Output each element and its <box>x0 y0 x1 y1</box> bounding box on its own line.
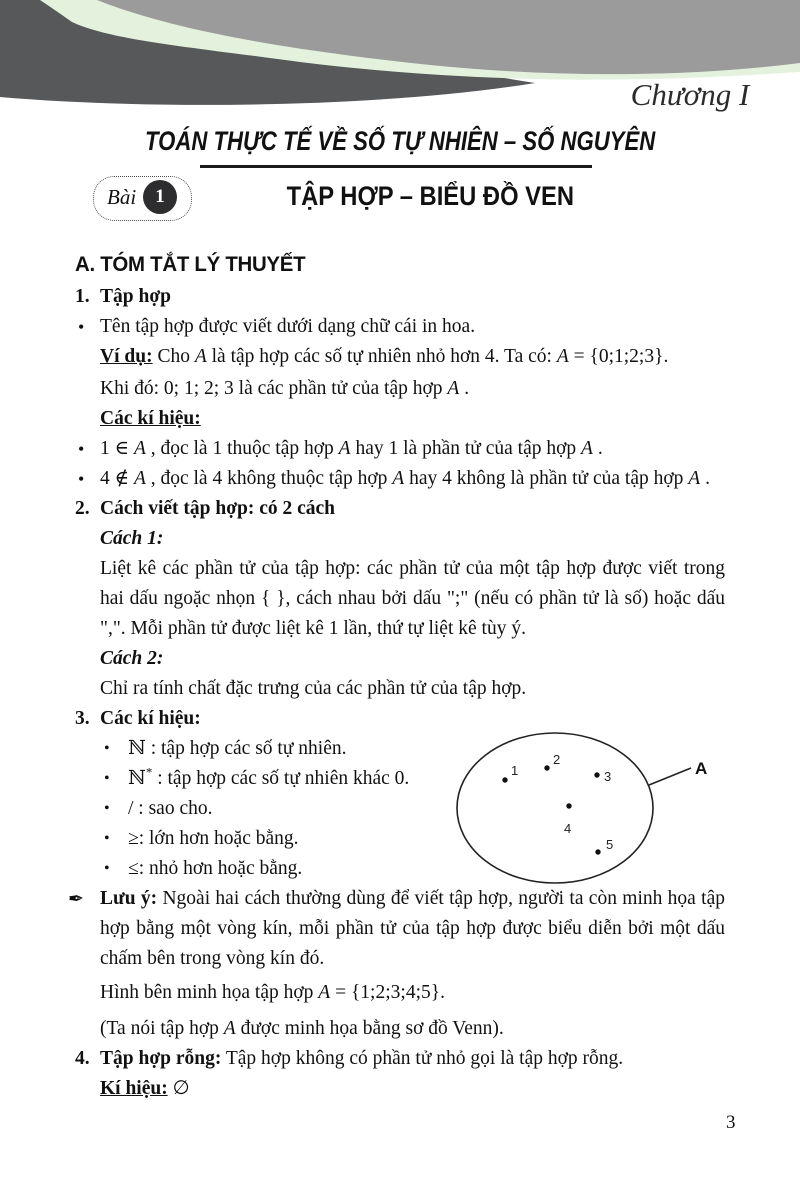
text-segment: Lưu ý: <box>100 888 158 909</box>
text-segment: Tên tập hợp được viết dưới dạng chữ cái in hoa. <box>100 316 476 337</box>
cach-1-text <box>100 554 725 644</box>
text-segment: Hình bên minh họa tập hợp <box>100 982 319 1003</box>
text-segment: ∅ <box>167 1078 190 1099</box>
text-segment: Chỉ ra tính chất đặc trưng của các phần tử của tập hợp. <box>100 678 527 699</box>
venn-dot-3 <box>594 772 599 777</box>
vi-du-line <box>100 342 725 372</box>
text-segment: Tập hợp không có phần tử nhỏ gọi là tập hợp rỗng. <box>221 1048 624 1069</box>
section-a-heading <box>75 248 693 280</box>
text-segment: (Ta nói tập hợp <box>100 1018 224 1039</box>
text-segment: A <box>556 346 569 367</box>
luu-y-para-marker: ✒ <box>68 888 84 910</box>
item-1-heading-marker: 1. <box>75 286 90 307</box>
text-segment: Cho <box>152 346 195 367</box>
venn-diagram <box>450 722 730 892</box>
bullet-ten-tap-hop-marker: • <box>78 317 85 337</box>
bullet-set-n-marker: • <box>104 740 110 757</box>
bullet-ten-tap-hop <box>78 312 725 342</box>
item-2-heading-marker: 2. <box>75 498 90 519</box>
lesson-number-circle: 1 <box>143 180 177 214</box>
text-segment: Cách 1: <box>100 528 164 549</box>
item-4-heading <box>75 1044 725 1074</box>
text-segment: Tập hợp rỗng: <box>100 1048 222 1069</box>
text-segment: là tập hợp các số tự nhiên nhỏ hơn 4. Ta có: <box>206 346 557 367</box>
cac-ki-hieu-label <box>100 404 725 434</box>
text-segment: = {0;1;2;3}. <box>568 346 669 367</box>
venn-point-label-2: 2 <box>553 752 561 767</box>
text-segment: * <box>145 764 153 780</box>
cach-2-text <box>100 674 725 704</box>
bullet-1-thuoc-marker: • <box>78 439 85 459</box>
text-segment: A <box>581 438 593 459</box>
text-segment: . <box>459 378 470 399</box>
text-segment: , đọc là 4 không thuộc tập hợp <box>145 468 393 489</box>
chapter-label: Chương I <box>630 77 750 112</box>
text-segment: A <box>392 468 405 489</box>
text-segment: Liệt kê các phần tử của tập hợp: các phần tử của một tập hợp được viết trong hai dấu ngoặc nhọn { }, cách nhau bởi dấu ";" (nếu có phần tử là số) hoặc dấu ",". Mỗi phần tử được liệt kê 1 lần, thứ tự liệt kê tùy ý. <box>100 558 725 639</box>
text-segment: 4 ∉ <box>100 468 134 489</box>
text-segment: A <box>318 982 331 1003</box>
text-segment: Ví dụ: <box>100 346 153 367</box>
chapter-title-text: TOÁN THỰC TẾ VỀ SỐ TỰ NHIÊN – SỐ NGUYÊN <box>144 126 656 156</box>
bullet-1-thuoc <box>78 434 725 464</box>
item-2-heading <box>75 494 725 524</box>
text-segment: Cách 2: <box>100 648 164 669</box>
text-segment: , đọc là 1 thuộc tập hợp <box>145 438 339 459</box>
text-segment: A <box>133 438 146 459</box>
text-segment: được minh họa bằng sơ đồ Venn). <box>235 1018 504 1039</box>
text-segment: A <box>133 468 146 489</box>
cach-2-label <box>100 644 725 674</box>
luu-y-para <box>68 884 725 974</box>
text-segment: Kí hiệu: <box>100 1078 168 1099</box>
text-segment: / : sao cho. <box>128 798 213 819</box>
item-4-heading-marker: 4. <box>75 1048 90 1069</box>
venn-set-label: A <box>695 759 708 778</box>
chapter-title <box>0 126 800 157</box>
bullet-4-khong-thuoc <box>78 464 725 494</box>
page-number: 3 <box>726 1112 736 1133</box>
text-segment: Ngoài hai cách thường dùng để viết tập hợp, người ta còn minh họa tập hợp bằng một vòng kín, mỗi phần tử của tập hợp được biểu diễn bởi một dấu chấm bên trong vòng kín đó. <box>100 888 725 969</box>
text-segment: Cách viết tập hợp: có 2 cách <box>100 498 336 519</box>
ta-noi-line <box>100 1014 725 1044</box>
text-segment: hay 4 không là phần tử của tập hợp <box>404 468 689 489</box>
text-segment: Khi đó: 0; 1; 2; 3 là các phần tử của tập hợp <box>100 378 448 399</box>
bullet-set-n-star-marker: • <box>104 770 110 787</box>
ki-hieu-rong-line <box>100 1074 725 1104</box>
text-segment: Tập hợp <box>100 286 171 307</box>
text-segment: Các kí hiệu: <box>100 408 201 429</box>
text-segment: : tập hợp các số tự nhiên khác 0. <box>152 768 410 789</box>
venn-point-label-5: 5 <box>606 837 614 852</box>
item-3-heading-marker: 3. <box>75 708 90 729</box>
chapter-title-underline <box>200 165 592 168</box>
venn-point-label-4: 4 <box>564 821 572 836</box>
venn-point-label-3: 3 <box>604 769 612 784</box>
text-segment: A <box>223 1018 236 1039</box>
text-segment: A <box>338 438 351 459</box>
hinh-ben-line <box>100 978 725 1008</box>
text-segment: 1 ∈ <box>100 438 134 459</box>
content-blocks <box>68 248 725 1104</box>
venn-dot-4 <box>566 803 571 808</box>
venn-dot-2 <box>544 765 549 770</box>
venn-point-label-1: 1 <box>511 763 519 778</box>
venn-dot-5 <box>595 849 600 854</box>
text-segment: A <box>688 468 701 489</box>
text-segment: ≥: lớn hơn hoặc bằng. <box>128 828 299 849</box>
cach-1-label <box>100 524 725 554</box>
text-segment: = {1;2;3;4;5}. <box>330 982 445 1003</box>
khi-do-line <box>100 374 725 404</box>
text-segment: ℕ : tập hợp các số tự nhiên. <box>128 738 347 759</box>
bullet-sao-cho-marker: • <box>104 800 110 817</box>
text-segment: A <box>194 346 207 367</box>
item-1-heading <box>75 282 725 312</box>
text-segment: Các kí hiệu: <box>100 708 201 729</box>
venn-dot-1 <box>502 777 507 782</box>
text-segment: A. TÓM TẮT LÝ THUYẾT <box>75 252 306 276</box>
text-segment: . <box>700 468 710 489</box>
text-segment: A <box>447 378 460 399</box>
bullet-4-khong-thuoc-marker: • <box>78 469 85 489</box>
text-segment: ℕ <box>128 768 146 789</box>
bullet-lon-hon-marker: • <box>104 830 110 847</box>
text-segment: hay 1 là phần tử của tập hợp <box>350 438 582 459</box>
venn-label-line <box>649 768 691 785</box>
lesson-title <box>30 181 800 212</box>
lesson-title-text: TẬP HỢP – BIỂU ĐỒ VEN <box>286 181 574 211</box>
bullet-nho-hon-marker: • <box>104 860 110 877</box>
text-segment: . <box>592 438 603 459</box>
lesson-badge-label: Bài <box>107 185 137 209</box>
text-segment: ≤: nhỏ hơn hoặc bằng. <box>128 858 303 879</box>
